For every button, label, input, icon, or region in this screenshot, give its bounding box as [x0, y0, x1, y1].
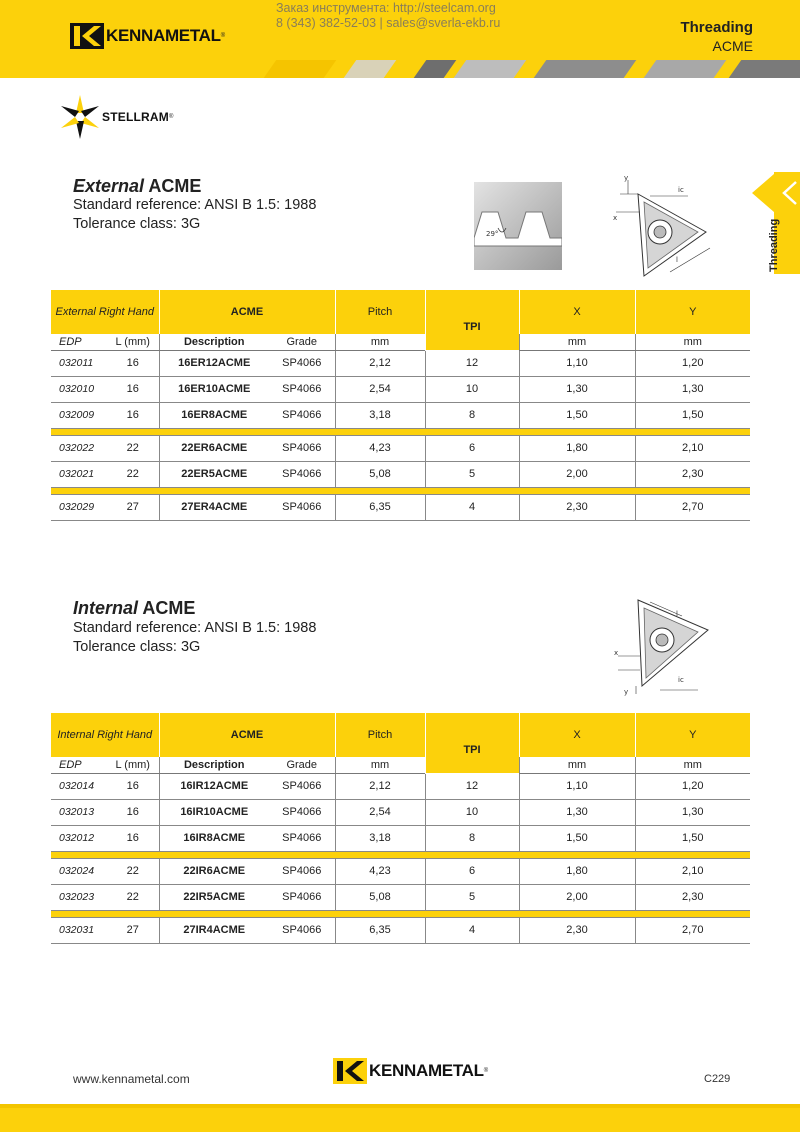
kennametal-wordmark: KENNAMETAL — [106, 26, 221, 45]
subheader-x-unit: mm — [519, 334, 635, 350]
grade-cell: SP4066 — [269, 858, 335, 884]
y-cell: 2,10 — [635, 435, 750, 461]
length-cell: 16 — [107, 402, 159, 428]
length-cell: 16 — [107, 350, 159, 376]
table-row — [51, 435, 750, 461]
length-cell: 22 — [107, 884, 159, 910]
grade-cell: SP4066 — [269, 435, 335, 461]
description-cell: 16IR8ACME — [159, 825, 269, 851]
acme-thread-profile-image — [474, 182, 562, 270]
subheader-y-unit: mm — [635, 334, 750, 350]
pitch-cell: 5,08 — [335, 884, 425, 910]
description-cell: 22ER6ACME — [159, 435, 269, 461]
header-x: X — [519, 290, 635, 334]
subheader-pitch-unit: mm — [335, 757, 425, 773]
x-cell: 1,50 — [519, 825, 635, 851]
internal-title-italic: Internal — [73, 598, 139, 618]
section-title: Threading — [680, 19, 753, 36]
header-y: Y — [635, 713, 750, 757]
tpi-cell: 8 — [425, 825, 519, 851]
x-cell: 2,00 — [519, 461, 635, 487]
tpi-cell: 4 — [425, 494, 519, 520]
description-cell: 16IR12ACME — [159, 773, 269, 799]
description-cell: 16ER8ACME — [159, 402, 269, 428]
edp-cell: 032022 — [51, 435, 107, 461]
pitch-cell: 2,54 — [335, 376, 425, 402]
length-cell: 16 — [107, 825, 159, 851]
tpi-cell: 6 — [425, 435, 519, 461]
contact-line-order: Заказ инструмента: http://steelcam.org — [276, 1, 496, 15]
diagram-label-l: l — [676, 610, 678, 618]
description-cell: 16IR10ACME — [159, 799, 269, 825]
y-cell: 2,70 — [635, 917, 750, 943]
subheader-length: L (mm) — [107, 757, 159, 773]
header-hand: External Right Hand — [51, 290, 159, 334]
table-row — [51, 799, 750, 825]
description-cell: 16ER12ACME — [159, 350, 269, 376]
pitch-cell: 3,18 — [335, 825, 425, 851]
table-subheader-row — [51, 757, 750, 773]
page-section-title — [680, 19, 753, 55]
y-cell: 1,50 — [635, 402, 750, 428]
edp-cell: 032023 — [51, 884, 107, 910]
y-cell: 2,30 — [635, 884, 750, 910]
x-cell: 1,10 — [519, 773, 635, 799]
diagram-label-ic: ic — [678, 676, 684, 684]
edp-cell: 032021 — [51, 461, 107, 487]
y-cell: 1,20 — [635, 350, 750, 376]
tpi-cell: 10 — [425, 799, 519, 825]
internal-section-title — [73, 598, 195, 619]
y-cell: 1,50 — [635, 825, 750, 851]
header-acme: ACME — [159, 290, 335, 334]
stellram-wordmark: STELLRAM — [102, 110, 169, 124]
description-cell: 22IR5ACME — [159, 884, 269, 910]
y-cell: 1,20 — [635, 773, 750, 799]
length-cell: 22 — [107, 461, 159, 487]
internal-standard-reference: Standard reference: ANSI B 1.5: 1988 — [73, 620, 317, 636]
edp-cell: 032010 — [51, 376, 107, 402]
trademark-symbol: ® — [168, 114, 174, 120]
diagram-label-x: x — [614, 649, 619, 657]
tpi-cell: 12 — [425, 350, 519, 376]
contact-info — [276, 1, 500, 31]
kennametal-wordmark: KENNAMETAL — [369, 1061, 484, 1080]
length-cell: 16 — [107, 799, 159, 825]
stellram-star-icon — [60, 94, 100, 140]
x-cell: 2,30 — [519, 917, 635, 943]
trademark-symbol: ® — [220, 33, 226, 39]
tpi-cell: 8 — [425, 402, 519, 428]
tpi-cell: 12 — [425, 773, 519, 799]
y-cell: 2,70 — [635, 494, 750, 520]
pitch-cell: 2,54 — [335, 799, 425, 825]
header-stripe-band — [0, 60, 800, 78]
kennametal-k-icon — [333, 1058, 367, 1084]
x-cell: 1,50 — [519, 402, 635, 428]
internal-tolerance-class: Tolerance class: 3G — [73, 639, 201, 655]
y-cell: 1,30 — [635, 799, 750, 825]
group-separator — [51, 428, 750, 435]
grade-cell: SP4066 — [269, 884, 335, 910]
header-pitch: Pitch — [335, 713, 425, 757]
header-pitch: Pitch — [335, 290, 425, 334]
external-acme-table — [51, 290, 750, 521]
kennametal-k-icon — [70, 23, 104, 49]
subheader-edp: EDP — [51, 334, 107, 350]
footer-bar — [0, 1104, 800, 1132]
tpi-cell: 5 — [425, 884, 519, 910]
external-insert-diagram — [610, 172, 720, 282]
y-cell: 2,10 — [635, 858, 750, 884]
edp-cell: 032012 — [51, 825, 107, 851]
x-cell: 1,80 — [519, 435, 635, 461]
subheader-x-unit: mm — [519, 757, 635, 773]
grade-cell: SP4066 — [269, 799, 335, 825]
tpi-cell: 5 — [425, 461, 519, 487]
length-cell: 16 — [107, 376, 159, 402]
kennametal-logo — [70, 23, 225, 49]
subheader-grade: Grade — [269, 334, 335, 350]
external-standard-reference: Standard reference: ANSI B 1.5: 1988 — [73, 197, 317, 213]
table-row — [51, 402, 750, 428]
table-header-row — [51, 713, 750, 757]
tpi-cell: 6 — [425, 858, 519, 884]
grade-cell: SP4066 — [269, 917, 335, 943]
trademark-symbol: ® — [483, 1068, 489, 1074]
y-cell: 1,30 — [635, 376, 750, 402]
description-cell: 27ER4ACME — [159, 494, 269, 520]
diagram-label-l: l — [676, 256, 678, 264]
header-hand: Internal Right Hand — [51, 713, 159, 757]
tpi-cell: 10 — [425, 376, 519, 402]
subheader-y-unit: mm — [635, 757, 750, 773]
grade-cell: SP4066 — [269, 350, 335, 376]
table-row — [51, 884, 750, 910]
thread-angle-label: 29° — [486, 230, 499, 238]
group-separator — [51, 487, 750, 494]
subheader-edp: EDP — [51, 757, 107, 773]
pitch-cell: 5,08 — [335, 461, 425, 487]
subheader-pitch-unit: mm — [335, 334, 425, 350]
grade-cell: SP4066 — [269, 494, 335, 520]
grade-cell: SP4066 — [269, 376, 335, 402]
grade-cell: SP4066 — [269, 825, 335, 851]
subheader-grade: Grade — [269, 757, 335, 773]
grade-cell: SP4066 — [269, 402, 335, 428]
contact-line-phone-email: 8 (343) 382-52-03 | sales@sverla-ekb.ru — [276, 16, 501, 30]
grade-cell: SP4066 — [269, 773, 335, 799]
subheader-length: L (mm) — [107, 334, 159, 350]
length-cell: 16 — [107, 773, 159, 799]
external-tolerance-class: Tolerance class: 3G — [73, 216, 201, 232]
x-cell: 2,30 — [519, 494, 635, 520]
side-tab-label: Threading — [768, 218, 780, 272]
internal-insert-diagram — [610, 594, 720, 700]
stellram-logo — [60, 94, 173, 140]
y-cell: 2,30 — [635, 461, 750, 487]
table-header-row — [51, 290, 750, 334]
description-cell: 22ER5ACME — [159, 461, 269, 487]
header-tpi: TPI — [425, 713, 519, 773]
table-row — [51, 494, 750, 520]
diagram-label-y: y — [624, 688, 629, 696]
edp-cell: 032024 — [51, 858, 107, 884]
edp-cell: 032031 — [51, 917, 107, 943]
footer-url: www.kennametal.com — [73, 1072, 190, 1086]
diagram-label-x: x — [613, 214, 618, 222]
internal-acme-table — [51, 713, 750, 944]
external-title-rest: ACME — [144, 176, 202, 196]
x-cell: 1,30 — [519, 799, 635, 825]
table-row — [51, 461, 750, 487]
table-row — [51, 350, 750, 376]
pitch-cell: 4,23 — [335, 858, 425, 884]
description-cell: 22IR6ACME — [159, 858, 269, 884]
header-tpi: TPI — [425, 290, 519, 350]
header-acme: ACME — [159, 713, 335, 757]
table-row — [51, 773, 750, 799]
length-cell: 22 — [107, 858, 159, 884]
length-cell: 27 — [107, 917, 159, 943]
x-cell: 1,10 — [519, 350, 635, 376]
group-separator — [51, 851, 750, 858]
x-cell: 1,80 — [519, 858, 635, 884]
x-cell: 1,30 — [519, 376, 635, 402]
table-row — [51, 825, 750, 851]
length-cell: 27 — [107, 494, 159, 520]
external-section-title — [73, 176, 201, 197]
table-row — [51, 858, 750, 884]
edp-cell: 032009 — [51, 402, 107, 428]
header-y: Y — [635, 290, 750, 334]
internal-title-rest: ACME — [138, 598, 196, 618]
header-x: X — [519, 713, 635, 757]
table-row — [51, 376, 750, 402]
x-cell: 2,00 — [519, 884, 635, 910]
diagram-label-y: y — [624, 174, 629, 182]
group-separator — [51, 910, 750, 917]
section-subtitle: ACME — [712, 38, 753, 54]
pitch-cell: 2,12 — [335, 350, 425, 376]
description-cell: 16ER10ACME — [159, 376, 269, 402]
grade-cell: SP4066 — [269, 461, 335, 487]
description-cell: 27IR4ACME — [159, 917, 269, 943]
length-cell: 22 — [107, 435, 159, 461]
page-number: C229 — [704, 1073, 731, 1085]
tpi-cell: 4 — [425, 917, 519, 943]
external-title-italic: External — [73, 176, 145, 196]
pitch-cell: 6,35 — [335, 494, 425, 520]
subheader-description: Description — [159, 334, 269, 350]
subheader-description: Description — [159, 757, 269, 773]
edp-cell: 032013 — [51, 799, 107, 825]
table-row — [51, 917, 750, 943]
diagram-label-ic: ic — [678, 186, 684, 194]
table-subheader-row — [51, 334, 750, 350]
edp-cell: 032011 — [51, 350, 107, 376]
edp-cell: 032014 — [51, 773, 107, 799]
pitch-cell: 6,35 — [335, 917, 425, 943]
edp-cell: 032029 — [51, 494, 107, 520]
pitch-cell: 4,23 — [335, 435, 425, 461]
footer-kennametal-logo — [333, 1058, 488, 1084]
pitch-cell: 3,18 — [335, 402, 425, 428]
pitch-cell: 2,12 — [335, 773, 425, 799]
page-header — [0, 0, 800, 78]
